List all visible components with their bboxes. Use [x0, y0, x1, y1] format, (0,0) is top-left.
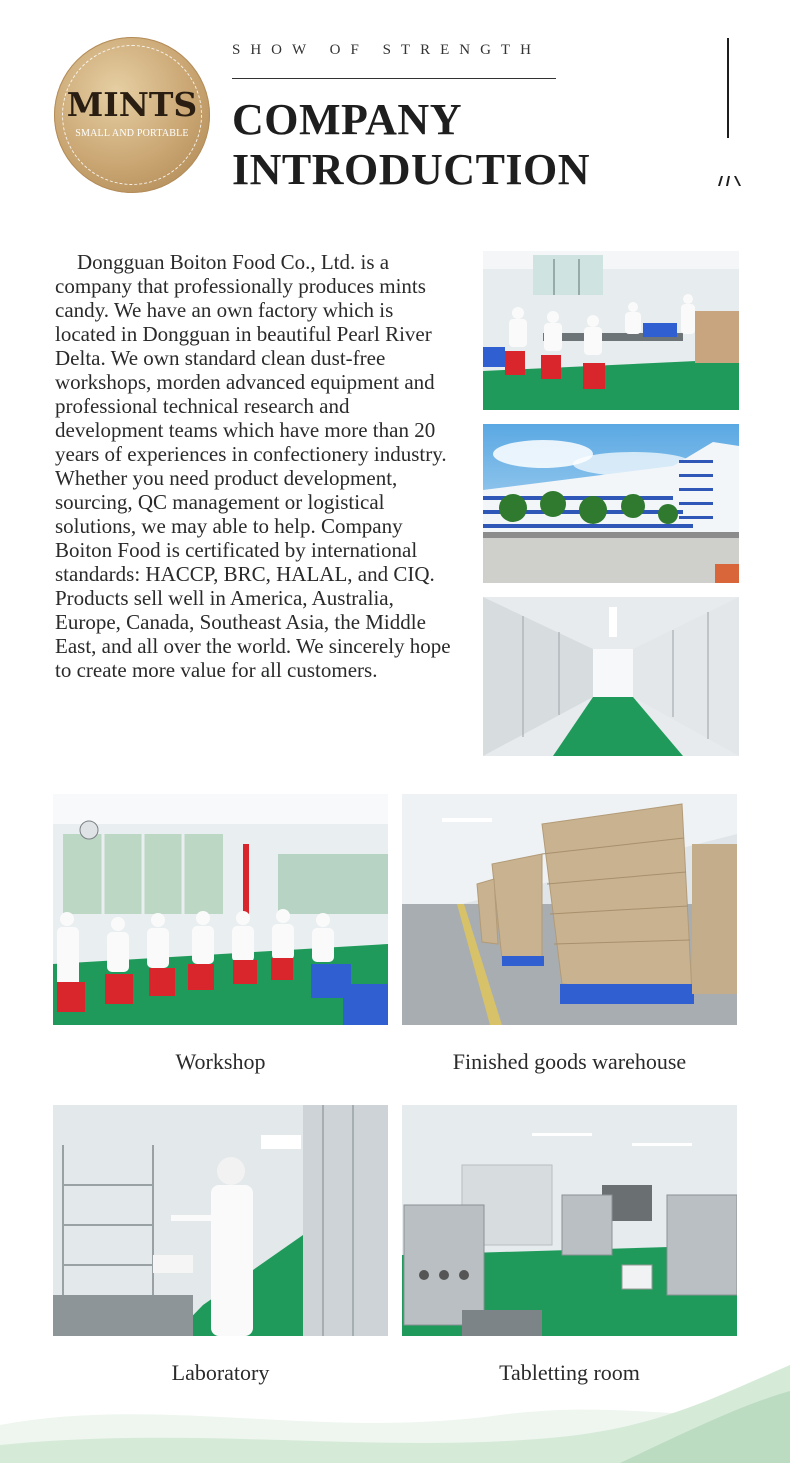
page-title-line-1: COMPANY	[232, 95, 462, 144]
page-title	[232, 95, 590, 195]
tabletting-room-photo	[402, 1105, 737, 1336]
caption-laboratory: Laboratory	[171, 1360, 270, 1385]
warehouse-photo	[402, 794, 737, 1025]
vertical-divider	[727, 38, 729, 138]
factory-building-photo	[483, 424, 739, 583]
caption-warehouse: Finished goods warehouse	[452, 1049, 687, 1074]
page-title-line-2: INTRODUCTION	[232, 145, 591, 194]
caption-tabletting: Tabletting room	[499, 1360, 640, 1385]
mints-badge	[54, 37, 210, 193]
slash-marks-icon	[714, 170, 744, 190]
caption-workshop: Workshop	[175, 1049, 266, 1074]
badge-subtitle: SMALL AND PORTABLE	[75, 128, 189, 139]
tagline: SHOW OF STRENGTH	[232, 42, 541, 58]
badge-title: MINTS	[66, 85, 198, 124]
company-intro-text: Dongguan Boiton Food Co., Ltd. is a company that professionally produces mints candy. We have an own factory which is located in Dongguan in beautiful Pearl River Delta. We own standard clean dust-free workshops, morden advanced equipment and professional technical research and development teams which have more than 20 years of experiences in confectionery industry. Whether you need product development, sourcing, QC management or logistical solutions, we may able to help. Company Boiton Food is certificated by international standards: HACCP, BRC, HALAL, and CIQ. Products sell well in America, Australia, Europe, Canada, Southeast Asia, the Middle East, and all over the world. We sincerely hope to create more value for all customers.	[55, 250, 451, 682]
footer-wave	[0, 1355, 790, 1463]
production-line-photo	[483, 251, 739, 410]
laboratory-photo	[53, 1105, 388, 1336]
workshop-photo	[53, 794, 388, 1025]
clean-corridor-photo	[483, 597, 739, 756]
tagline-divider	[232, 78, 556, 79]
